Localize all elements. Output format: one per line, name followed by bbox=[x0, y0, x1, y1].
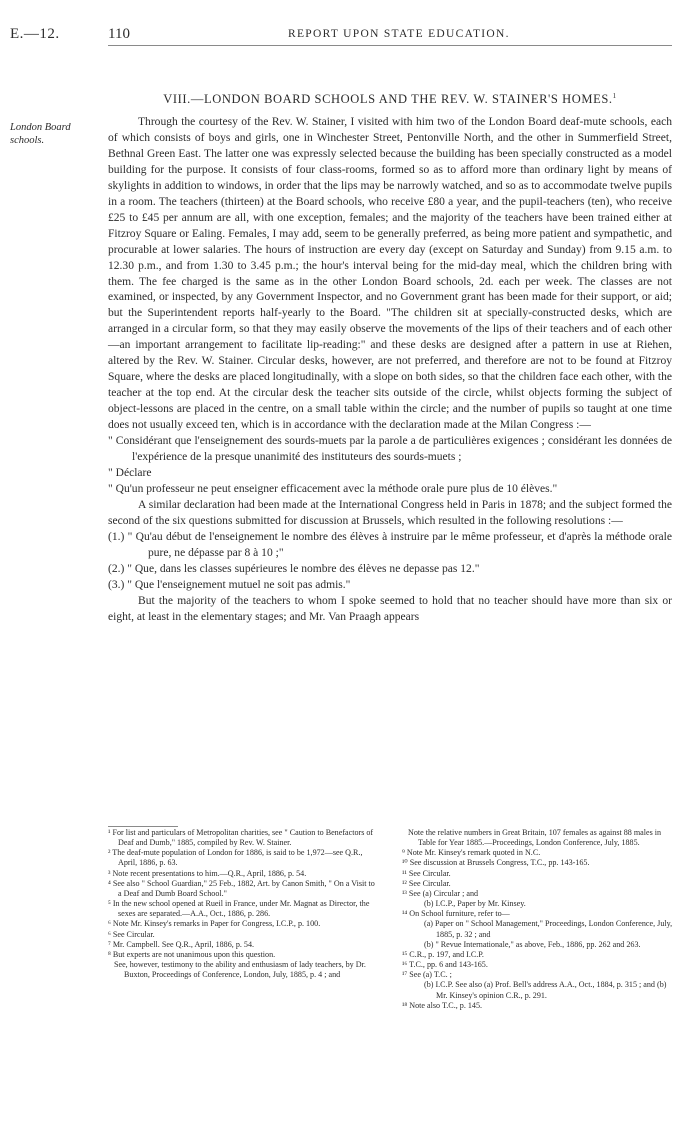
footnote: See, however, testimony to the ability and enthusiasm of lady teachers, by Dr. Buxton, Proceedings of Conference, London, July, 1885, p. 4 ; and bbox=[114, 960, 366, 980]
footnote-rule bbox=[108, 826, 178, 827]
running-title: REPORT UPON STATE EDUCATION. bbox=[288, 28, 510, 40]
paragraph-majority: But the majority of the teachers to whom I spoke seemed to hold that no teacher should have more than six or eight, at least in the elementary stages; and Mr. Van Praagh appears bbox=[108, 594, 672, 623]
footnote: ⁵ In the new school opened at Rueil in France, under Mr. Magnat as Director, the sexes are separated.—A.A., Oct., 1886, p. 286. bbox=[108, 899, 370, 919]
section-title: VIII.—LONDON BOARD SCHOOLS AND THE REV. W. STAINER'S HOMES.$^1$ bbox=[163, 91, 617, 106]
footnote: ⁴ See also " School Guardian," 25 Feb., 1882, Art. by Canon Smith, " On a Visit to a Deaf and Dumb Board School." bbox=[108, 878, 375, 898]
resolution-1: (1.) " Qu'au début de l'enseignement le nombre des élèves à instruire par le même professeur, et d'après la méthode orale pure, ne dépasse par 8 à 10 ;" bbox=[108, 530, 672, 559]
margin-note: London Board schools. bbox=[10, 122, 71, 146]
footnote: ⁷ Mr. Campbell. See Q.R., April, 1886, p. 54. bbox=[108, 939, 255, 949]
quote-declare: " Déclare bbox=[108, 466, 152, 479]
resolution-3: (3.) " Que l'enseignement mutuel ne soit pas admis." bbox=[108, 578, 351, 591]
page-number: 110 bbox=[108, 26, 130, 42]
footnote: ¹⁴ On School furniture, refer to— bbox=[402, 909, 510, 919]
header-rule bbox=[108, 45, 672, 46]
footnotes-right-column bbox=[402, 828, 674, 1011]
footnote: (b) I.C.P. See also (a) Prof. Bell's address A.A., Oct., 1884, p. 315 ; and (b) Mr. Kinsey's opinion C.R., p. 291. bbox=[424, 980, 667, 1000]
paragraph-main: Through the courtesy of the Rev. W. Stainer, I visited with him two of the London Board deaf-mute schools, each of which consists of boys and girls, one in Winchester Street, Pentonville North, and the other in Summerfield Street, Bethnal Green East. The latter one was expressly selected because the building has been specially constructed as a model building for the purpose. It consists of four class-rooms, formed so as to afford more than ordinary light by means of skylights in addition to windows, in order that the lips may be narrowly watched, and so as to accommodate twelve pupils in a room. The teachers (thirteen) at the Board schools, who receive £80 a year, and the pupil-teachers (ten), who receive £25 to £45 per annum are all, with one exception, females; and the majority of the teachers have been trained either at Fitzroy Square or Ealing. Females, I may add, seem to be generally preferred, as being more patient and sympathetic, and procurable at lower salaries. The hours of instruction are every day (except on Saturday and Sunday) from 9.15 a.m. to 12.30 p.m., and from 1.30 to 3.45 p.m.; the hour's interval being for the mid-day meal, which the children bring with them. The fee charged is the same as in the other London Board schools, 2d. each per week. The classes are not examined, or inspected, by any Government Inspector, and no Government grant has been made for their support, or aid; but the Superintendent reports half-yearly to the Board. "The children sit at specially-constructed desks, which are arranged in a circular form, so that they may easily observe the movements of the lips of their teachers and of each other—an important arrangement to facilitate lip-reading:" and these desks are designed after a pattern in use at Riehen, altered by the Rev. W. Stainer. Circular desks, however, are not preferred, and therefore are not to be found at Fitzroy Square, where the desks are placed longitudinally, with a slope on both sides, so that the children face each other, with the teacher at the top end. At the circular desk the teacher sits outside of the circle, whilst objects forming the subject of object-lessons are placed in the centre, on a small table within the circle; and the number of pupils so taught at one time does not usually exceed ten, which is in accordance with the declaration made at the Milan Congress :— bbox=[108, 116, 672, 432]
footnote: (b) " Revue Internationale," as above, Feb., 1886, pp. 262 and 263. bbox=[424, 939, 641, 949]
footnote: ¹⁷ See (a) T.C. ; bbox=[402, 970, 452, 980]
footnote: ¹³ See (a) Circular ; and bbox=[402, 888, 479, 898]
footnotes-left-column bbox=[108, 828, 380, 980]
page-header bbox=[0, 26, 700, 46]
footnote: ¹⁶ T.C., pp. 6 and 143-165. bbox=[402, 960, 488, 970]
paragraph-similar-declaration: A similar declaration had been made at the International Congress held in Paris in 1878; and the subject formed the second of the six questions submitted for discussion at Brussels, which resulted in the following resolutions :— bbox=[108, 498, 672, 527]
footnote: ¹⁰ See discussion at Brussels Congress, T.C., pp. 143-165. bbox=[402, 858, 590, 868]
main-text bbox=[108, 92, 672, 626]
footnote: (b) I.C.P., Paper by Mr. Kinsey. bbox=[424, 899, 526, 909]
footnote: ¹ For list and particulars of Metropolitan charities, see " Caution to Benefactors of Deaf and Dumb," 1885, compiled by Rev. W. Stainer. bbox=[108, 828, 374, 848]
footnote: ¹⁸ Note also T.C., p. 145. bbox=[402, 1000, 483, 1010]
footnote: (a) Paper on " School Management," Proceedings, London Conference, July, 1885, p. 32 ; and bbox=[424, 919, 673, 939]
resolution-2: (2.) " Que, dans les classes supérieures le nombre des élèves ne depasse pas 12." bbox=[108, 562, 480, 575]
quote-considerant: " Considérant que l'enseignement des sourds-muets par la parole a de particulières exigences ; considérant les données de l'expérience de la presque unanimité des instituteurs des sourds-muets ; bbox=[108, 435, 672, 464]
footnote: ¹⁵ C.R., p. 197, and I.C.P. bbox=[402, 949, 484, 959]
quote-professeur: " Qu'un professeur ne peut enseigner efficacement avec la méthode orale pure plus de 10 élèves." bbox=[108, 482, 558, 495]
footnote: Note the relative numbers in Great Britain, 107 females as against 88 males in Table for Year 1885.—Proceedings, London Conference, July, 1885. bbox=[408, 828, 662, 848]
footnotes bbox=[108, 828, 674, 1113]
body-text bbox=[108, 115, 672, 626]
footnote: ² The deaf-mute population of London for 1886, is said to be 1,972—see Q.R., April, 1886, p. 63. bbox=[108, 848, 363, 868]
footnote: ¹¹ See Circular. bbox=[402, 868, 451, 878]
footnote: ⁸ But experts are not unanimous upon this question. bbox=[108, 949, 276, 959]
footnote: ³ Note recent presentations to him.—Q.R., April, 1886, p. 54. bbox=[108, 868, 307, 878]
footnote: ⁶ See Circular. bbox=[108, 929, 155, 939]
footnote: ¹² See Circular. bbox=[402, 878, 451, 888]
footnote: ⁹ Note Mr. Kinsey's remark quoted in N.C. bbox=[402, 848, 541, 858]
document-code: E.—12. bbox=[10, 26, 60, 42]
footnote: ⁶ Note Mr. Kinsey's remarks in Paper for Congress, I.C.P., p. 100. bbox=[108, 919, 321, 929]
